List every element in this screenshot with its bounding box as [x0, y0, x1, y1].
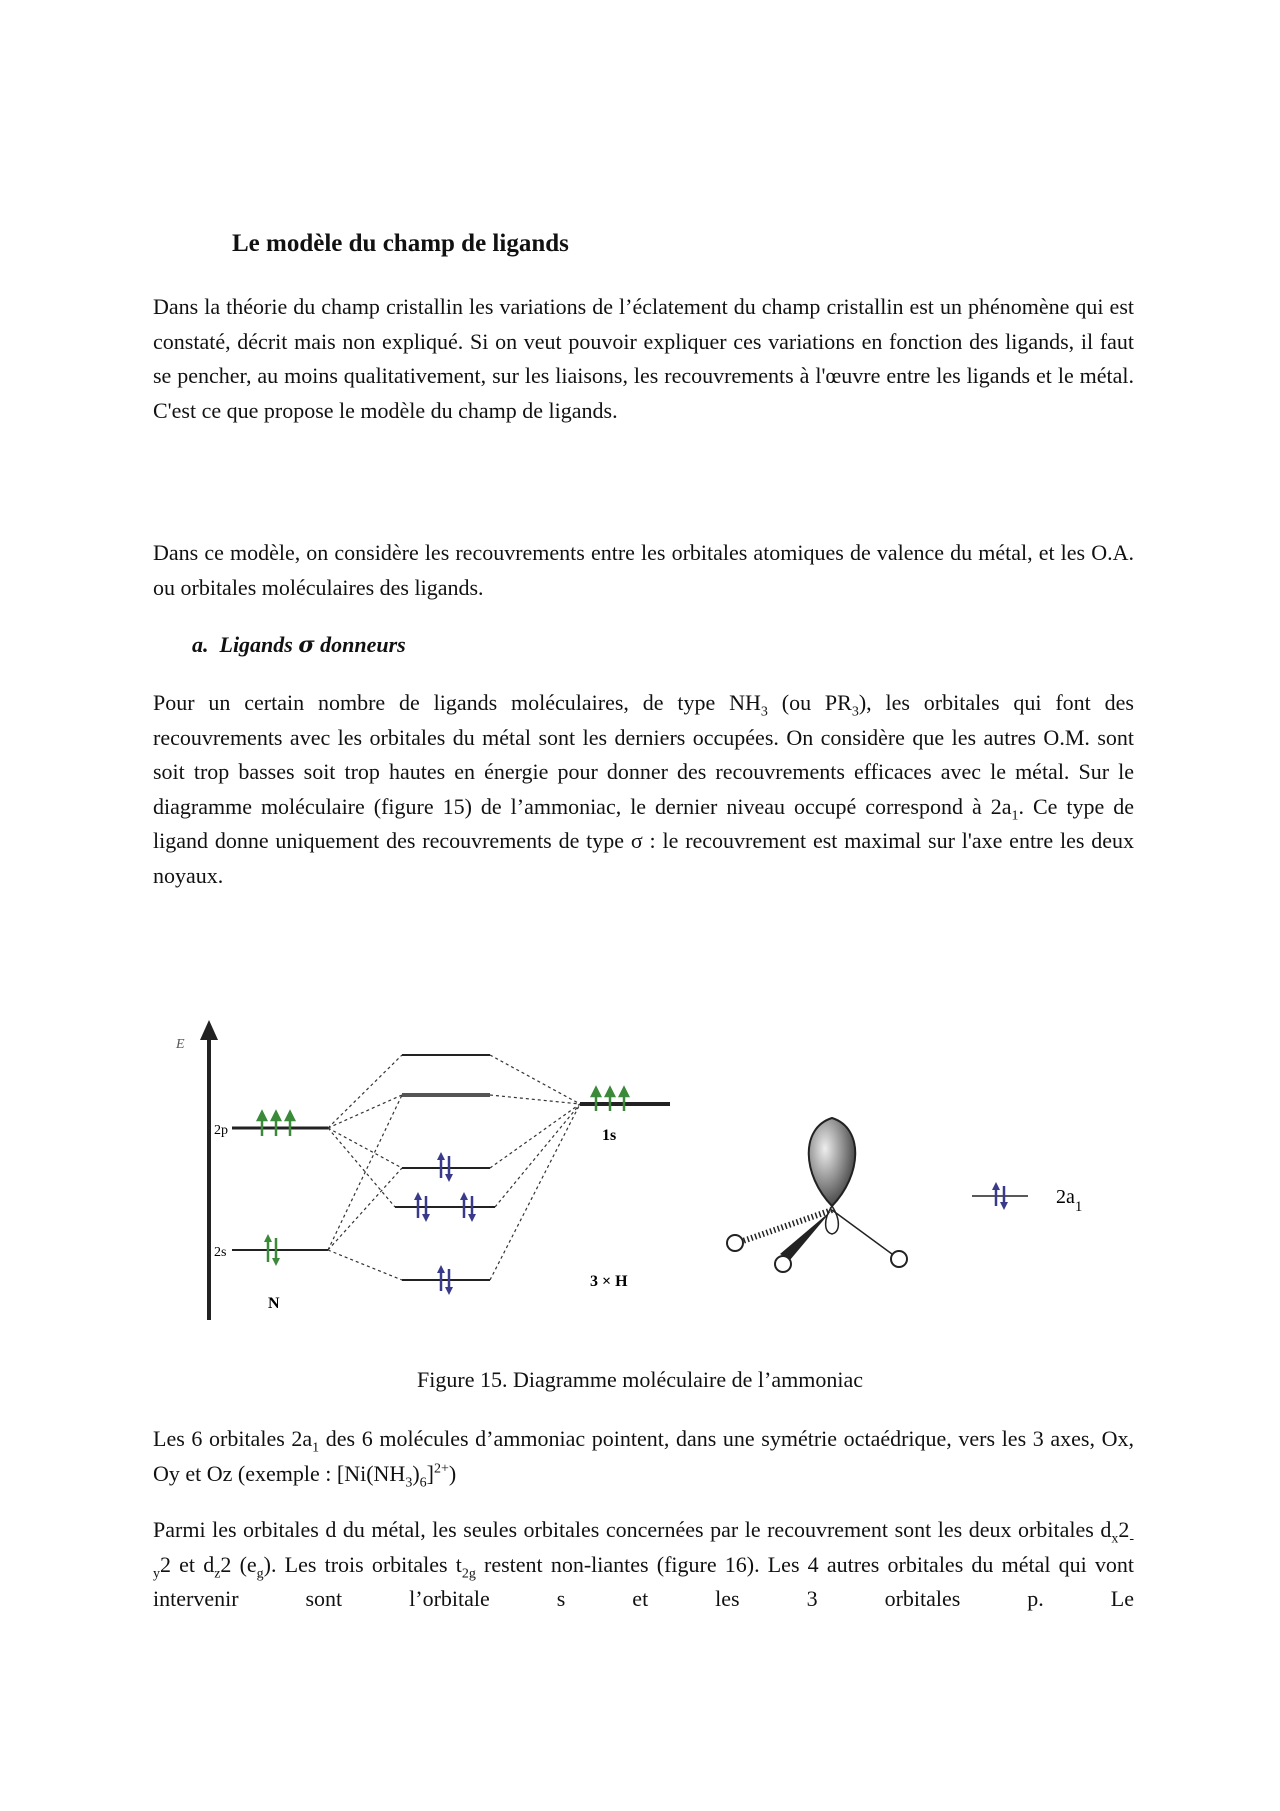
superscript: 2+ — [433, 1461, 449, 1477]
paragraph-intro: Dans la théorie du champ cristallin les variations de l’éclatement du champ cristallin est un phénomène qui est constaté, décrit mais non expliqué. Si on veut pouvoir expliquer ces variations en fonction des ligands, il faut se pencher, au moins qualitativement, sur les liaisons, les recouvrements à l'œuvre entre les ligands et le métal. C'est ce que propose le modèle du champ de ligands. — [153, 294, 1134, 423]
subsection-label-start: Ligands — [219, 632, 293, 657]
homo-2a1-level — [972, 1182, 1082, 1215]
text-run: ), les orbitales qui font des recouvrements avec les orbitales du métal sont les derniers occupées. On considère que les autres O.M. sont soit trop basses soit trop hautes en énergie pour donner des recouvrements efficaces avec le métal. Sur le diagramme moléculaire (figure 15) de l’ammoniac, le dernier niveau occupé correspond à 2a — [153, 690, 1134, 819]
subscript: 3 — [405, 1474, 413, 1490]
plain-bond — [832, 1210, 892, 1254]
n-2s-level — [214, 1234, 328, 1266]
subscript: 3 — [851, 704, 859, 720]
text-run: 2 et d — [160, 1551, 215, 1577]
text-run: des 6 molécules d’ammoniac pointent, dans une symétrie octaédrique, vers les 3 axes, Ox, Oy et Oz (exemple : [Ni(NH — [153, 1426, 1134, 1486]
subsection-heading — [192, 632, 406, 658]
ammonia-molecule-sketch — [727, 1118, 907, 1272]
n-2p-label: 2p — [214, 1123, 228, 1138]
paragraph-metal-orbitals — [153, 1513, 1134, 1617]
wedge-bond — [780, 1210, 832, 1260]
subscript: x — [1111, 1531, 1119, 1547]
lone-pair-lobe — [809, 1118, 856, 1206]
text-run: restent non-liantes (figure 16). Les 4 autres orbitales du métal qui vont intervenir sont l’orbitale s et les 3 orbitales p. Le — [153, 1551, 1134, 1611]
subscript: z — [214, 1565, 221, 1581]
text-run: 2 (e — [220, 1551, 257, 1577]
text-run: . Ce type de ligand donne uniquement des recouvrements de type σ : le recouvrement est maximal sur l'axe entre les deux noyaux. — [153, 793, 1134, 888]
homo-label — [1056, 1186, 1082, 1215]
text-run: ) — [412, 1460, 420, 1486]
section-title: Le modèle du champ de ligands — [232, 230, 569, 257]
text-run: Pour un certain nombre de ligands moléculaires, de type NH — [153, 690, 761, 715]
n-atom-label: N — [268, 1295, 280, 1312]
homo-label-sub: 1 — [1074, 1199, 1083, 1215]
h-atoms-label: 3 × H — [590, 1273, 628, 1290]
up-arrows-2p — [258, 1112, 294, 1136]
mo-electron-pairs — [414, 1152, 476, 1295]
mo-diagram-figure — [150, 1010, 1130, 1340]
mo-diagram — [150, 1010, 1130, 1340]
hydrogen-atom-right — [891, 1251, 907, 1267]
paragraph-sigma-donors — [153, 686, 1134, 893]
h-1s-label: 1s — [602, 1127, 617, 1144]
subscript: 3 — [760, 704, 768, 720]
figure-caption: Figure 15. Diagramme moléculaire de l’ammoniac — [417, 1367, 863, 1392]
subscript: -y — [153, 1531, 1134, 1581]
text-run: ). Les trois orbitales t — [263, 1551, 462, 1577]
paragraph-model: Dans ce modèle, on considère les recouvrements entre les orbitales atomiques de valence du métal, et les O.A. ou orbitales moléculaires des ligands. — [153, 540, 1134, 600]
homo-label-main: 2a — [1056, 1186, 1075, 1208]
energy-axis-label: E — [176, 1037, 185, 1052]
subscript: 6 — [419, 1474, 427, 1490]
paragraph-octahedral — [153, 1422, 1134, 1491]
text-run: ] — [426, 1460, 434, 1486]
up-arrows-1s — [592, 1088, 628, 1111]
text-run: 2 — [1118, 1517, 1130, 1542]
hydrogen-atom-left — [727, 1235, 743, 1251]
text-run: Parmi les orbitales d du métal, les seules orbitales concernées par le recouvrement sont les deux orbitales d — [153, 1517, 1112, 1542]
subscript: g — [256, 1565, 264, 1581]
hydrogen-atom-front — [775, 1256, 791, 1272]
text-run: (ou PR — [767, 690, 852, 715]
subscript: 2g — [461, 1565, 476, 1581]
text-run: ) — [448, 1460, 457, 1486]
n-2p-level — [214, 1112, 328, 1138]
n-2s-label: 2s — [214, 1245, 227, 1260]
subscript: 1 — [312, 1440, 320, 1456]
subscript: 1 — [1011, 807, 1019, 823]
h-1s-level — [580, 1088, 670, 1144]
subsection-label-end: donneurs — [320, 632, 406, 657]
sigma-symbol: σ — [298, 632, 315, 658]
text-run: Les 6 orbitales 2a — [153, 1426, 313, 1451]
subsection-marker: a. — [192, 632, 209, 657]
mo-levels — [395, 1055, 495, 1280]
energy-axis — [175, 1020, 218, 1320]
